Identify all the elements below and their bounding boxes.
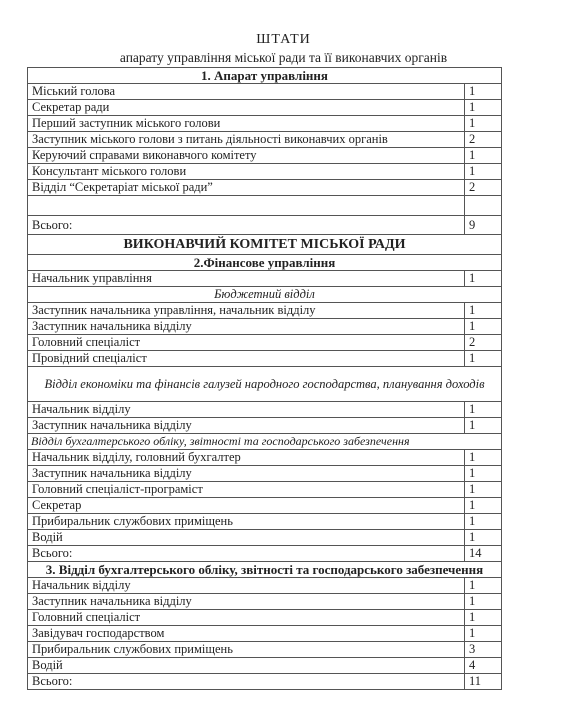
position-count: 9 <box>465 216 502 235</box>
position-count: 1 <box>465 148 502 164</box>
position-name: Всього: <box>28 546 465 562</box>
staff-table-body <box>28 68 502 690</box>
position-name: Головний спеціаліст <box>28 610 465 626</box>
position-count: 1 <box>465 271 502 287</box>
table-row <box>28 303 502 319</box>
table-row <box>28 335 502 351</box>
position-name: Заступник начальника відділу <box>28 594 465 610</box>
subsection-heading <box>28 434 502 450</box>
position-name: Прибиральник службових приміщень <box>28 514 465 530</box>
heading-text: ВИКОНАВЧИЙ КОМІТЕТ МІСЬКОЇ РАДИ <box>28 235 502 255</box>
position-count: 1 <box>465 100 502 116</box>
heading-text: Відділ економіки та фінансів галузей народного господарства, планування доходів <box>28 367 502 402</box>
position-name: Начальник управління <box>28 271 465 287</box>
position-count: 1 <box>465 319 502 335</box>
position-name: Заступник начальника відділу <box>28 418 465 434</box>
position-count: 1 <box>465 303 502 319</box>
table-row <box>28 482 502 498</box>
position-name: Керуючий справами виконавчого комітету <box>28 148 465 164</box>
position-name: Водій <box>28 658 465 674</box>
empty-row <box>28 196 502 216</box>
table-row <box>28 514 502 530</box>
position-count: 3 <box>465 642 502 658</box>
position-count: 1 <box>465 498 502 514</box>
table-row <box>28 319 502 335</box>
committee-heading <box>28 235 502 255</box>
position-name: Начальник відділу <box>28 578 465 594</box>
table-row <box>28 642 502 658</box>
position-name: Заступник начальника відділу <box>28 319 465 335</box>
table-row <box>28 594 502 610</box>
document-title: ШТАТИ <box>256 32 311 47</box>
table-row <box>28 84 502 100</box>
position-count: 14 <box>465 546 502 562</box>
position-count: 1 <box>465 482 502 498</box>
document-subtitle: апарату управління міської ради та її виконавчих органів <box>119 50 448 65</box>
heading-text: 3. Відділ бухгалтерського обліку, звітності та господарського забезпечення <box>28 562 502 578</box>
position-count: 1 <box>465 402 502 418</box>
position-name: Відділ “Секретаріат міської ради” <box>28 180 465 196</box>
position-name: Провідний спеціаліст <box>28 351 465 367</box>
position-name: Секретар ради <box>28 100 465 116</box>
position-name: Консультант міського голови <box>28 164 465 180</box>
heading-text: Відділ бухгалтерського обліку, звітності та господарського забезпечення <box>28 434 502 450</box>
position-count: 2 <box>465 132 502 148</box>
position-name: Головний спеціаліст <box>28 335 465 351</box>
section-heading <box>28 68 502 84</box>
position-name: Завідувач господарством <box>28 626 465 642</box>
subsection-heading <box>28 367 502 402</box>
table-row <box>28 271 502 287</box>
position-name: Заступник начальника управління, начальник відділу <box>28 303 465 319</box>
position-count: 1 <box>465 450 502 466</box>
table-row <box>28 466 502 482</box>
table-row <box>28 216 502 235</box>
table-row <box>28 658 502 674</box>
position-count: 11 <box>465 674 502 690</box>
position-count: 1 <box>465 530 502 546</box>
position-name: Водій <box>28 530 465 546</box>
position-count: 2 <box>465 180 502 196</box>
position-count: 1 <box>465 514 502 530</box>
position-name: Прибиральник службових приміщень <box>28 642 465 658</box>
position-count: 1 <box>465 626 502 642</box>
position-count: 1 <box>465 351 502 367</box>
position-count: 2 <box>465 335 502 351</box>
position-name: Заступник начальника відділу <box>28 466 465 482</box>
position-name <box>28 196 465 216</box>
section-heading <box>28 255 502 271</box>
position-name: Начальник відділу <box>28 402 465 418</box>
table-row <box>28 180 502 196</box>
position-name: Секретар <box>28 498 465 514</box>
table-row <box>28 164 502 180</box>
position-name: Головний спеціаліст-програміст <box>28 482 465 498</box>
table-row <box>28 450 502 466</box>
table-row <box>28 402 502 418</box>
table-row <box>28 100 502 116</box>
position-name: Всього: <box>28 674 465 690</box>
subsection-heading <box>28 287 502 303</box>
section-heading <box>28 562 502 578</box>
table-row <box>28 116 502 132</box>
heading-text: 1. Апарат управління <box>28 68 502 84</box>
position-count: 1 <box>465 610 502 626</box>
position-name: Начальник відділу, головний бухгалтер <box>28 450 465 466</box>
position-count: 1 <box>465 466 502 482</box>
table-row <box>28 578 502 594</box>
table-row <box>28 148 502 164</box>
position-name: Перший заступник міського голови <box>28 116 465 132</box>
table-row <box>28 546 502 562</box>
table-row <box>28 418 502 434</box>
position-count: 1 <box>465 578 502 594</box>
position-count: 4 <box>465 658 502 674</box>
position-count: 1 <box>465 116 502 132</box>
table-row <box>28 674 502 690</box>
heading-text: Бюджетний відділ <box>28 287 502 303</box>
position-count: 1 <box>465 164 502 180</box>
table-row <box>28 530 502 546</box>
table-row <box>28 626 502 642</box>
position-count: 1 <box>465 594 502 610</box>
position-name: Заступник міського голови з питань діяльності виконавчих органів <box>28 132 465 148</box>
table-row <box>28 610 502 626</box>
position-count: 1 <box>465 84 502 100</box>
table-row <box>28 132 502 148</box>
heading-text: 2.Фінансове управління <box>28 255 502 271</box>
position-name: Міський голова <box>28 84 465 100</box>
staff-table <box>27 67 502 690</box>
table-row <box>28 498 502 514</box>
table-row <box>28 351 502 367</box>
position-name: Всього: <box>28 216 465 235</box>
position-count: 1 <box>465 418 502 434</box>
position-count <box>465 196 502 216</box>
